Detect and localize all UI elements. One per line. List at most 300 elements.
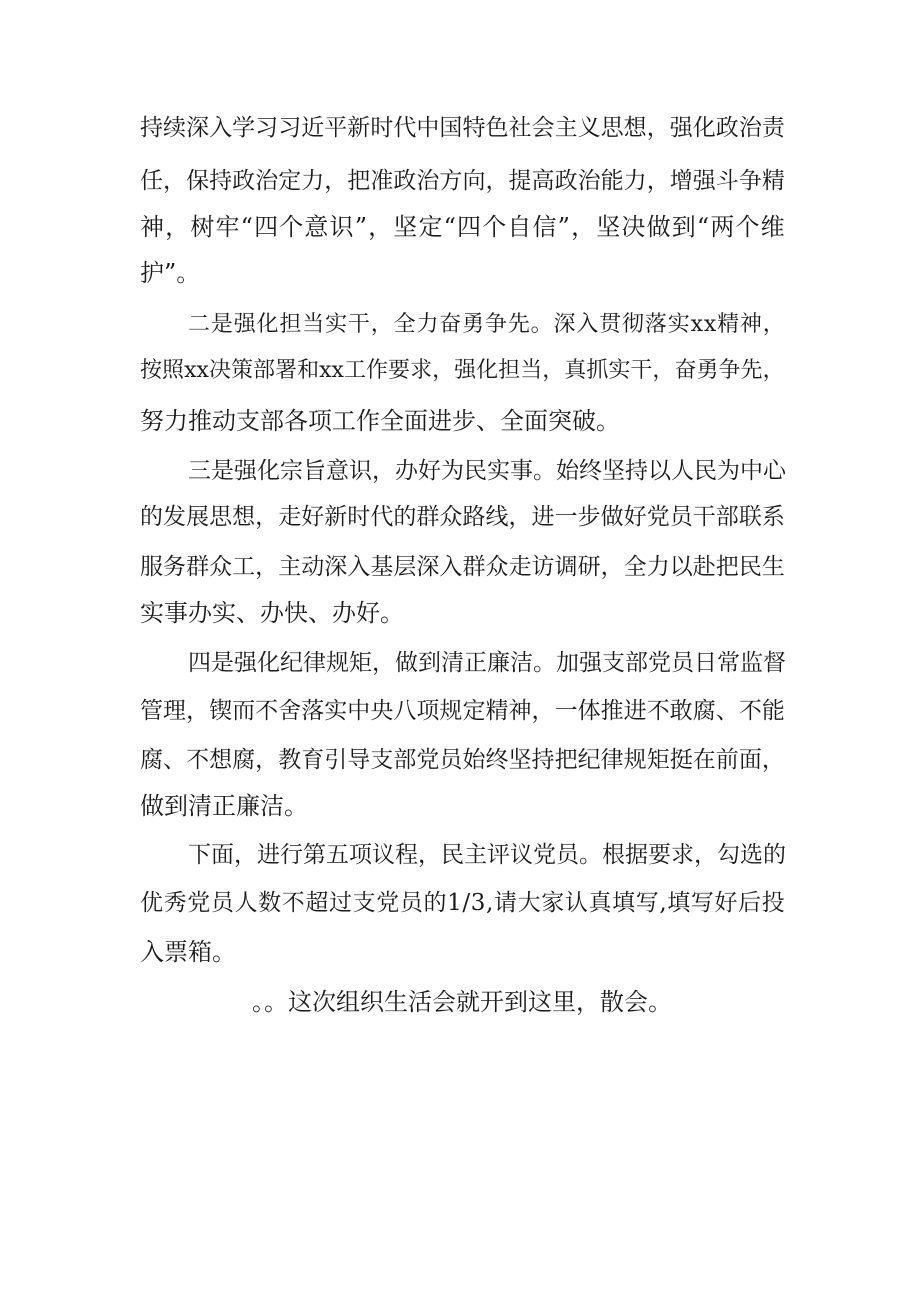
glyph: 想 (623, 115, 647, 141)
glyph: 好 (714, 890, 738, 916)
text-line (188, 840, 785, 870)
glyph: 研 (577, 554, 601, 580)
glyph: 五 (326, 842, 349, 868)
glyph: 个 (482, 213, 507, 241)
glyph: 不 (186, 747, 210, 773)
glyph: 引 (324, 747, 348, 773)
glyph: 保 (186, 168, 210, 194)
glyph: 下 (188, 842, 211, 868)
glyph: 会 (531, 115, 555, 141)
glyph: 治 (738, 115, 762, 141)
glyph: 始 (462, 747, 486, 773)
glyph: 规 (326, 650, 349, 676)
glyph: 后 (738, 890, 762, 916)
glyph: 、 (163, 747, 187, 773)
glyph: 根 (602, 842, 625, 868)
glyph: 矩 (646, 747, 670, 773)
glyph: 强 (234, 650, 257, 676)
glyph: 作 (366, 358, 389, 383)
glyph: 个 (735, 213, 760, 241)
glyph: 奋 (674, 358, 697, 383)
glyph: 据 (625, 842, 648, 868)
glyph: 好 (301, 504, 325, 530)
glyph: 识 (349, 458, 372, 484)
glyph: 。 (530, 312, 553, 337)
glyph: 坚 (508, 747, 532, 773)
glyph: 督 (763, 650, 786, 676)
glyph: 新 (347, 115, 371, 141)
glyph: 清 (441, 650, 464, 676)
glyph: 心 (763, 458, 786, 484)
text-line (140, 598, 785, 628)
glyph: 求 (671, 842, 694, 868)
text-line (188, 456, 785, 486)
glyph: 投 (761, 890, 785, 916)
glyph: 当 (520, 358, 543, 383)
glyph: x (690, 312, 703, 337)
glyph: 政 (715, 115, 739, 141)
glyph: 日 (694, 650, 717, 676)
glyph: 路 (462, 504, 486, 530)
glyph: 落 (301, 698, 325, 724)
glyph: 持 (209, 168, 233, 194)
glyph: 规 (623, 747, 647, 773)
glyph: 二 (188, 312, 211, 337)
glyph: 部 (625, 650, 648, 676)
text-line (140, 937, 785, 967)
glyph: 到 (671, 213, 696, 241)
glyph: 工 (232, 554, 256, 580)
glyph: 政 (393, 168, 417, 194)
glyph: 请 (493, 890, 517, 916)
text-line (140, 212, 785, 242)
glyph: 1 (447, 890, 462, 916)
glyph: ， (694, 842, 717, 868)
glyph: 民 (694, 458, 717, 484)
glyph: 党 (533, 842, 556, 868)
text-line (140, 502, 785, 532)
glyph: 落 (644, 312, 667, 337)
text-line (140, 745, 785, 775)
glyph: 强 (234, 458, 257, 484)
glyph: 代 (393, 115, 417, 141)
glyph: 定 (418, 213, 443, 241)
glyph: ， (372, 650, 395, 676)
glyph: ， (372, 458, 395, 484)
glyph: 基 (370, 554, 394, 580)
glyph: 不 (281, 890, 305, 916)
glyph: 系 (761, 504, 785, 530)
glyph: 四 (188, 650, 211, 676)
glyph: 员 (399, 890, 423, 916)
glyph: 群 (462, 554, 486, 580)
glyph: 策 (230, 358, 253, 383)
glyph: ， (370, 312, 393, 337)
glyph: 支 (602, 650, 625, 676)
glyph: 力 (301, 168, 325, 194)
glyph: 工 (343, 358, 366, 383)
glyph: x (184, 358, 197, 383)
glyph: 强 (579, 650, 602, 676)
text-line (140, 552, 785, 582)
glyph: 责 (761, 115, 785, 141)
glyph: 腐 (232, 747, 256, 773)
glyph: 时 (347, 504, 371, 530)
glyph: 持 (140, 115, 163, 141)
glyph: 四 (457, 213, 482, 241)
glyph: 。 (533, 458, 556, 484)
glyph: 部 (253, 358, 276, 383)
glyph: 众 (485, 554, 509, 580)
glyph: 实 (487, 458, 510, 484)
glyph: 决 (621, 213, 646, 241)
glyph: 程 (395, 842, 418, 868)
glyph: 加 (556, 650, 579, 676)
glyph: 化 (256, 312, 279, 337)
glyph: 国 (439, 115, 463, 141)
glyph: 持 (625, 458, 648, 484)
glyph: 展 (186, 504, 210, 530)
glyph: ， (485, 168, 509, 194)
glyph: 化 (476, 358, 499, 383)
glyph: 政 (232, 168, 256, 194)
glyph: ， (600, 554, 624, 580)
glyph: 把 (347, 168, 371, 194)
glyph: 习 (255, 115, 279, 141)
glyph: 民 (464, 458, 487, 484)
glyph: 理 (163, 698, 187, 724)
glyph: 众 (439, 504, 463, 530)
glyph: 干 (692, 504, 716, 530)
glyph: 神 (140, 213, 164, 241)
glyph: 照 (162, 358, 185, 383)
glyph: 办 (395, 458, 418, 484)
glyph: 牢 (215, 213, 240, 241)
glyph: 色 (485, 115, 509, 141)
glyph: 个 (279, 213, 304, 241)
glyph: 的 (140, 504, 163, 530)
glyph: 规 (439, 698, 463, 724)
text-line (140, 166, 785, 196)
glyph: 主 (278, 554, 302, 580)
glyph: 治 (577, 168, 601, 194)
glyph: 强 (692, 168, 716, 194)
glyph: 填 (667, 890, 691, 916)
text-line (140, 113, 785, 143)
glyph: 化 (692, 115, 716, 141)
glyph: 员 (210, 890, 234, 916)
glyph: 要 (388, 358, 411, 383)
glyph: 精 (761, 168, 785, 194)
glyph: 动 (301, 554, 325, 580)
glyph: 治 (416, 168, 440, 194)
glyph: / (462, 890, 471, 916)
glyph: ， (324, 168, 348, 194)
glyph: 旨 (303, 458, 326, 484)
glyph: 腐 (140, 747, 163, 773)
glyph: 群 (186, 554, 210, 580)
glyph: x (703, 312, 717, 337)
glyph: 定 (462, 698, 486, 724)
glyph: 强 (669, 115, 693, 141)
glyph: 树 (190, 213, 215, 241)
glyph: 神 (739, 312, 762, 337)
glyph: 律 (303, 650, 326, 676)
glyph: 宗 (280, 458, 303, 484)
glyph: 认 (564, 890, 588, 916)
glyph: 入 (439, 554, 463, 580)
glyph: 走 (508, 554, 532, 580)
glyph: ” (354, 213, 367, 241)
glyph: 担 (279, 312, 302, 337)
glyph: 以 (648, 458, 671, 484)
glyph: 中 (740, 458, 763, 484)
glyph: 腐 (692, 698, 716, 724)
glyph: ， (652, 358, 675, 383)
glyph: 议 (372, 842, 395, 868)
glyph: 。 (533, 650, 556, 676)
glyph: 化 (257, 650, 280, 676)
glyph: 以 (669, 554, 693, 580)
glyph: 真 (564, 358, 587, 383)
glyph: 好 (418, 458, 441, 484)
glyph: x (319, 358, 332, 383)
glyph: 斗 (715, 168, 739, 194)
glyph: 选 (740, 842, 763, 868)
glyph: 强 (233, 312, 256, 337)
glyph: 党 (376, 890, 400, 916)
glyph: ， (234, 842, 257, 868)
glyph: 人 (671, 458, 694, 484)
line-text: 护”。 (140, 259, 201, 287)
glyph: 中 (416, 115, 440, 141)
glyph: ， (368, 213, 393, 241)
glyph: 一 (554, 698, 578, 724)
glyph: 能 (600, 168, 624, 194)
glyph: 做 (395, 650, 418, 676)
glyph: 思 (600, 115, 624, 141)
glyph: 廉 (487, 650, 510, 676)
glyph: 赴 (692, 554, 716, 580)
line-text: 做到清正廉洁。 (140, 792, 308, 820)
glyph: 勇 (462, 312, 485, 337)
glyph: ， (186, 698, 210, 724)
glyph: 始 (556, 458, 579, 484)
glyph: ， (165, 213, 190, 241)
glyph: , (486, 890, 494, 916)
glyph: 求 (410, 358, 433, 383)
glyph: 提 (508, 168, 532, 194)
glyph: 神 (508, 698, 532, 724)
glyph: 务 (163, 554, 187, 580)
glyph: 入 (576, 312, 599, 337)
glyph: 勾 (717, 842, 740, 868)
glyph: 填 (612, 890, 636, 916)
glyph: 不 (255, 698, 279, 724)
glyph: 事 (510, 458, 533, 484)
text-line (188, 648, 785, 678)
glyph: 家 (541, 890, 565, 916)
glyph: 实 (325, 312, 348, 337)
glyph: 全 (623, 554, 647, 580)
glyph: 第 (303, 842, 326, 868)
glyph: 党 (648, 650, 671, 676)
glyph: ， (762, 312, 785, 337)
glyph: 生 (761, 554, 785, 580)
glyph: 做 (646, 213, 671, 241)
glyph: 为 (441, 458, 464, 484)
glyph: 定 (278, 168, 302, 194)
glyph: 精 (717, 312, 740, 337)
glyph: 访 (531, 554, 555, 580)
glyph: 面 (738, 747, 762, 773)
glyph: 项 (416, 698, 440, 724)
glyph: 近 (301, 115, 325, 141)
glyph: “ (240, 213, 253, 241)
glyph: 想 (232, 504, 256, 530)
glyph: 、 (715, 698, 739, 724)
glyph: x (196, 358, 209, 383)
glyph: ， (571, 213, 596, 241)
glyph: 准 (370, 168, 394, 194)
glyph: 续 (163, 115, 187, 141)
glyph: 深 (416, 554, 440, 580)
glyph: 终 (579, 458, 602, 484)
glyph: 终 (485, 747, 509, 773)
glyph: ， (761, 747, 785, 773)
glyph: “ (696, 213, 710, 241)
glyph: 强 (454, 358, 477, 383)
glyph: 贯 (599, 312, 622, 337)
glyph: 民 (441, 842, 464, 868)
glyph: 三 (188, 458, 211, 484)
glyph: 主 (554, 115, 578, 141)
glyph: 的 (763, 842, 786, 868)
glyph: 力 (623, 168, 647, 194)
glyph: 向 (462, 168, 486, 194)
glyph: 央 (370, 698, 394, 724)
glyph: 部 (715, 504, 739, 530)
glyph: 到 (418, 650, 441, 676)
glyph: 写 (635, 890, 659, 916)
glyph: 纪 (280, 650, 303, 676)
glyph: 自 (507, 213, 532, 241)
glyph: 奋 (439, 312, 462, 337)
glyph: 秀 (163, 890, 187, 916)
glyph: ， (508, 504, 532, 530)
glyph: 育 (301, 747, 325, 773)
glyph: 支 (370, 747, 394, 773)
glyph: 党 (646, 504, 670, 530)
text-line (252, 987, 772, 1017)
glyph: 干 (347, 312, 370, 337)
glyph: 想 (209, 747, 233, 773)
glyph: 中 (347, 698, 371, 724)
glyph: 纪 (577, 747, 601, 773)
glyph: 支 (352, 890, 376, 916)
glyph: 敢 (669, 698, 693, 724)
glyph: 四 (254, 213, 279, 241)
glyph: 坚 (596, 213, 621, 241)
glyph: 党 (416, 747, 440, 773)
glyph: 先 (740, 358, 763, 383)
glyph: 义 (577, 115, 601, 141)
glyph: 当 (302, 312, 325, 337)
glyph: 众 (209, 554, 233, 580)
glyph: 深 (324, 554, 348, 580)
glyph: 员 (439, 747, 463, 773)
glyph: 3 (470, 890, 486, 916)
glyph: 维 (760, 213, 785, 241)
glyph: 写 (690, 890, 714, 916)
line-text: 。。这次组织生活会就开到这里，散会。 (252, 988, 672, 1016)
glyph: 员 (556, 842, 579, 868)
glyph: 的 (423, 890, 447, 916)
glyph: 学 (232, 115, 256, 141)
glyph: 律 (600, 747, 624, 773)
glyph: 挺 (669, 747, 693, 773)
glyph: x (331, 358, 344, 383)
glyph: 过 (329, 890, 352, 916)
glyph: 干 (630, 358, 653, 383)
glyph: 担 (498, 358, 521, 383)
glyph: 。 (579, 842, 602, 868)
glyph: 数 (258, 890, 282, 916)
glyph: 能 (761, 698, 785, 724)
glyph: 大 (517, 890, 541, 916)
glyph: 发 (163, 504, 187, 530)
glyph: 坚 (393, 213, 418, 241)
glyph: ， (646, 115, 670, 141)
glyph: 舍 (278, 698, 302, 724)
glyph: 议 (510, 842, 533, 868)
glyph: 力 (416, 312, 439, 337)
glyph: 线 (485, 504, 509, 530)
glyph: 坚 (602, 458, 625, 484)
glyph: ” (557, 213, 570, 241)
glyph: 争 (718, 358, 741, 383)
glyph: ， (255, 504, 279, 530)
glyph: 社 (508, 115, 532, 141)
glyph: 八 (393, 698, 417, 724)
glyph: 方 (439, 168, 463, 194)
glyph: 锲 (209, 698, 233, 724)
glyph: 好 (623, 504, 647, 530)
glyph: 超 (305, 890, 329, 916)
glyph: 做 (600, 504, 624, 530)
glyph: 把 (715, 554, 739, 580)
glyph: 要 (648, 842, 671, 868)
glyph: 持 (531, 747, 555, 773)
glyph: 深 (553, 312, 576, 337)
glyph: 新 (324, 504, 348, 530)
glyph: “ (443, 213, 456, 241)
glyph: 常 (717, 650, 740, 676)
glyph: 导 (347, 747, 371, 773)
glyph: 全 (393, 312, 416, 337)
glyph: 推 (600, 698, 624, 724)
glyph: 决 (208, 358, 231, 383)
glyph: 代 (370, 504, 394, 530)
glyph: 力 (646, 554, 670, 580)
glyph: 高 (531, 168, 555, 194)
glyph: 实 (608, 358, 631, 383)
glyph: 真 (588, 890, 612, 916)
glyph: 平 (324, 115, 348, 141)
text-line (140, 888, 785, 918)
glyph: 优 (140, 890, 163, 916)
glyph: 入 (347, 554, 371, 580)
